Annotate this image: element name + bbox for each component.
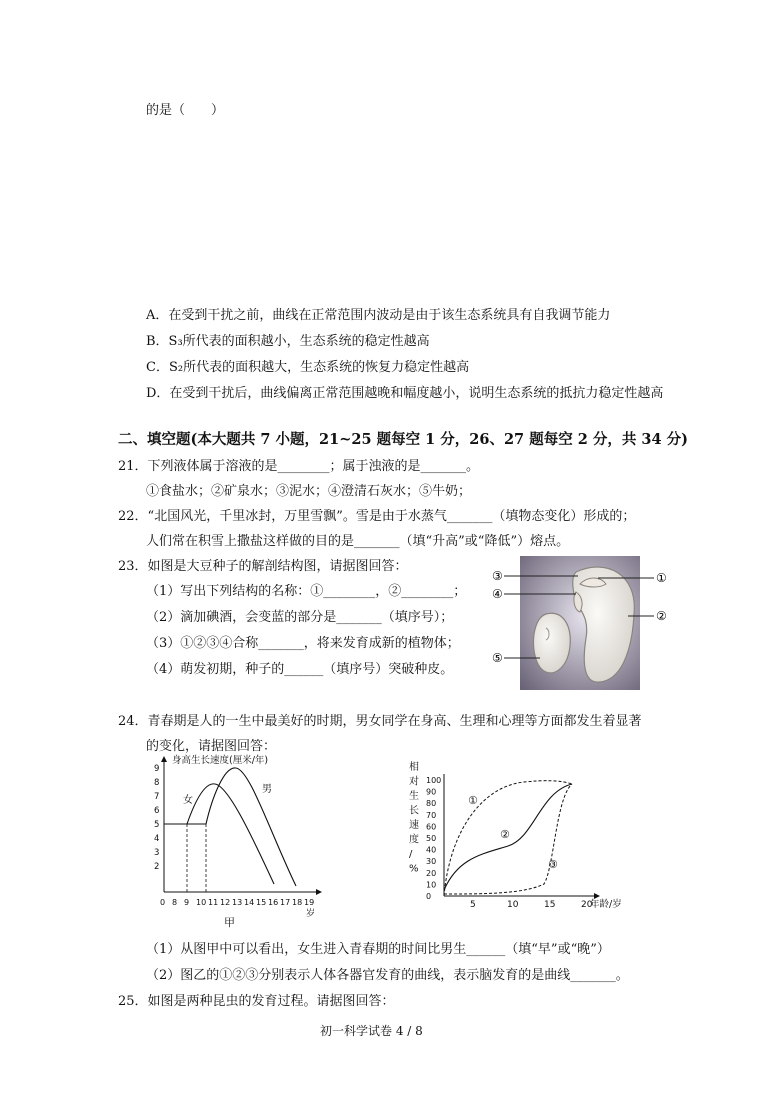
chart-jia-x-tick: 11 <box>208 898 219 907</box>
chart-yi-y-label-char: 生 <box>409 791 419 802</box>
chart-jia-x-tick: 18 <box>292 898 303 907</box>
chart-yi-label-3: ③ <box>548 858 558 871</box>
q20-option-d: D．在受到干扰后，曲线偏离正常范围越晚和幅度越小，说明生态系统的抵抗力稳定性越高 <box>146 386 664 401</box>
chart-jia-y-tick: 7 <box>154 792 160 802</box>
chart-yi-y-tick: 30 <box>426 857 437 867</box>
chart-jia-y-arrow <box>161 756 167 762</box>
chart-yi-y-label-char: 速 <box>409 820 419 831</box>
chart-jia-label-girls: 女 <box>183 795 193 806</box>
soybean-seed-figure <box>488 554 674 692</box>
chart-yi-y-tick: 40 <box>426 845 437 855</box>
q20-option-c: C．S₂所代表的面积越大，生态系统的恢复力稳定性越高 <box>146 360 470 375</box>
q24-item-1: （1）从图甲中可以看出，女生进入青春期的时间比男生______（填“早”或“晚”） <box>146 942 610 957</box>
label-4: ④ <box>492 587 503 601</box>
chart-jia-y-tick: 4 <box>154 834 160 844</box>
label-3: ③ <box>492 569 503 583</box>
q22-line2: 人们常在积雪上撒盐这样做的目的是_______（填“升高”或“降低”）熔点。 <box>146 534 570 549</box>
seed-coat-shape <box>534 613 571 673</box>
chart-yi-y-tick: 100 <box>426 776 442 785</box>
chart-yi-y-tick: 70 <box>426 810 437 820</box>
q23-item-4: （4）萌发初期，种子的______（填序号）突破种皮。 <box>146 662 454 677</box>
chart-yi-y-tick: 0 <box>426 892 432 901</box>
chart-jia-y-tick: 2 <box>154 862 160 872</box>
chart-jia-x-tick: 12 <box>220 898 231 907</box>
chart-yi-y-tick: 90 <box>426 787 437 797</box>
label-2: ② <box>656 609 667 623</box>
chart-yi-x-tick: 5 <box>470 900 476 910</box>
chart-jia-x-tick: 10 <box>196 898 207 907</box>
q23-item-2: （2）滴加碘酒，会变蓝的部分是_______（填序号）； <box>146 610 454 625</box>
chart-jia-x-tick: 19 <box>304 898 315 907</box>
page-footer: 初一科学试卷 4 / 8 <box>320 1024 423 1038</box>
q20-option-a: A．在受到干扰之前，曲线在正常范围内波动是由于该生态系统具有自我调节能力 <box>146 308 611 323</box>
q22-line1: 22．“北国风光，千里冰封，万里雪飘”。雪是由于水蒸气_______（填物态变化）形成的； <box>118 509 636 524</box>
label-5: ⑤ <box>492 651 503 665</box>
q24-line2: 的变化，请据图回答： <box>146 739 277 754</box>
q24-item-2: （2）图乙的①②③分别表示人体各器官发育的曲线，表示脑发育的是曲线_______。 <box>146 968 629 983</box>
chart-jia-x-tick: 17 <box>280 898 291 907</box>
q23-item-3: （3）①②③④合称_______，将来发育成新的植物体； <box>146 636 460 651</box>
chart-yi-y-tick: 80 <box>426 799 437 809</box>
chart-jia-x-unit: 岁 <box>306 909 316 919</box>
chart-yi-y-label-char: 度 <box>409 834 419 846</box>
chart-yi <box>404 758 638 918</box>
chart-jia-x-tick: 13 <box>232 898 243 907</box>
q21-line1: 21．下列液体属于溶液的是________；属于浊液的是_______。 <box>118 459 480 474</box>
chart-yi-y-tick: 20 <box>426 868 437 878</box>
chart-jia-x-arrow <box>316 889 322 895</box>
q21-line2: ①食盐水；②矿泉水；③泥水；④澄清石灰水；⑤牛奶； <box>146 484 472 499</box>
chart-jia-title: 身高生长速度(厘米/年) <box>172 755 269 766</box>
chart-yi-y-tick: 60 <box>426 822 437 832</box>
chart-jia-x-tick: 14 <box>244 898 255 907</box>
q23-stem: 23．如图是大豆种子的解剖结构图，请据图回答： <box>118 559 408 574</box>
chart-yi-label-1: ① <box>468 794 478 807</box>
chart-yi-y-label-char: % <box>409 863 419 875</box>
label-1: ① <box>656 571 667 585</box>
chart-yi-x-unit: 年龄/岁 <box>590 899 622 910</box>
chart-jia <box>150 752 325 932</box>
q25-stem: 25．如图是两种昆虫的发育过程。请据图回答： <box>118 994 395 1009</box>
chart-yi-x-tick: 10 <box>507 900 519 910</box>
chart-yi-x-tick: 20 <box>581 900 593 910</box>
q20-option-b: B．S₃所代表的面积越小，生态系统的稳定性越高 <box>146 334 430 349</box>
chart-jia-y-tick: 3 <box>154 848 160 858</box>
chart-jia-y-tick: 8 <box>154 778 160 788</box>
q23-item-1: （1）写出下列结构的名称：①________，②________； <box>146 584 467 599</box>
chart-yi-x-tick: 15 <box>544 900 556 910</box>
chart-yi-y-label-char: 对 <box>409 776 419 788</box>
chart-jia-boys-curve <box>164 768 296 886</box>
chart-jia-y-tick: 5 <box>154 820 160 830</box>
chart-jia-x-tick: 0 <box>160 898 166 907</box>
chart-jia-x-tick: 9 <box>184 898 190 907</box>
chart-yi-y-tick: 50 <box>426 834 437 843</box>
section2-title: 二、填空题(本大题共 7 小题，21~25 题每空 1 分，26、27 题每空 2 分，共 34 分) <box>118 431 689 448</box>
q20-stem-end: 的是（ ） <box>146 103 225 118</box>
chart-yi-y-label-char: 长 <box>409 805 419 817</box>
chart-yi-y-label-char: / <box>409 849 413 860</box>
chart-yi-y-tick: 10 <box>426 880 437 890</box>
chart-yi-label-2: ② <box>500 828 510 841</box>
chart-yi-y-label-char: 相 <box>409 762 419 773</box>
chart-jia-label-boys: 男 <box>262 784 272 795</box>
chart-jia-y-tick: 6 <box>154 806 160 816</box>
chart-jia-x-tick: 16 <box>268 898 279 907</box>
chart-jia-x-tick: 15 <box>256 898 267 907</box>
q24-line1: 24．青春期是人的一生中最美好的时期，男女同学在身高、生理和心理等方面都发生着显著 <box>118 714 642 729</box>
chart-jia-y-tick: 9 <box>154 764 160 774</box>
chart-jia-caption: 甲 <box>224 916 235 929</box>
chart-jia-x-tick: 8 <box>172 898 178 907</box>
